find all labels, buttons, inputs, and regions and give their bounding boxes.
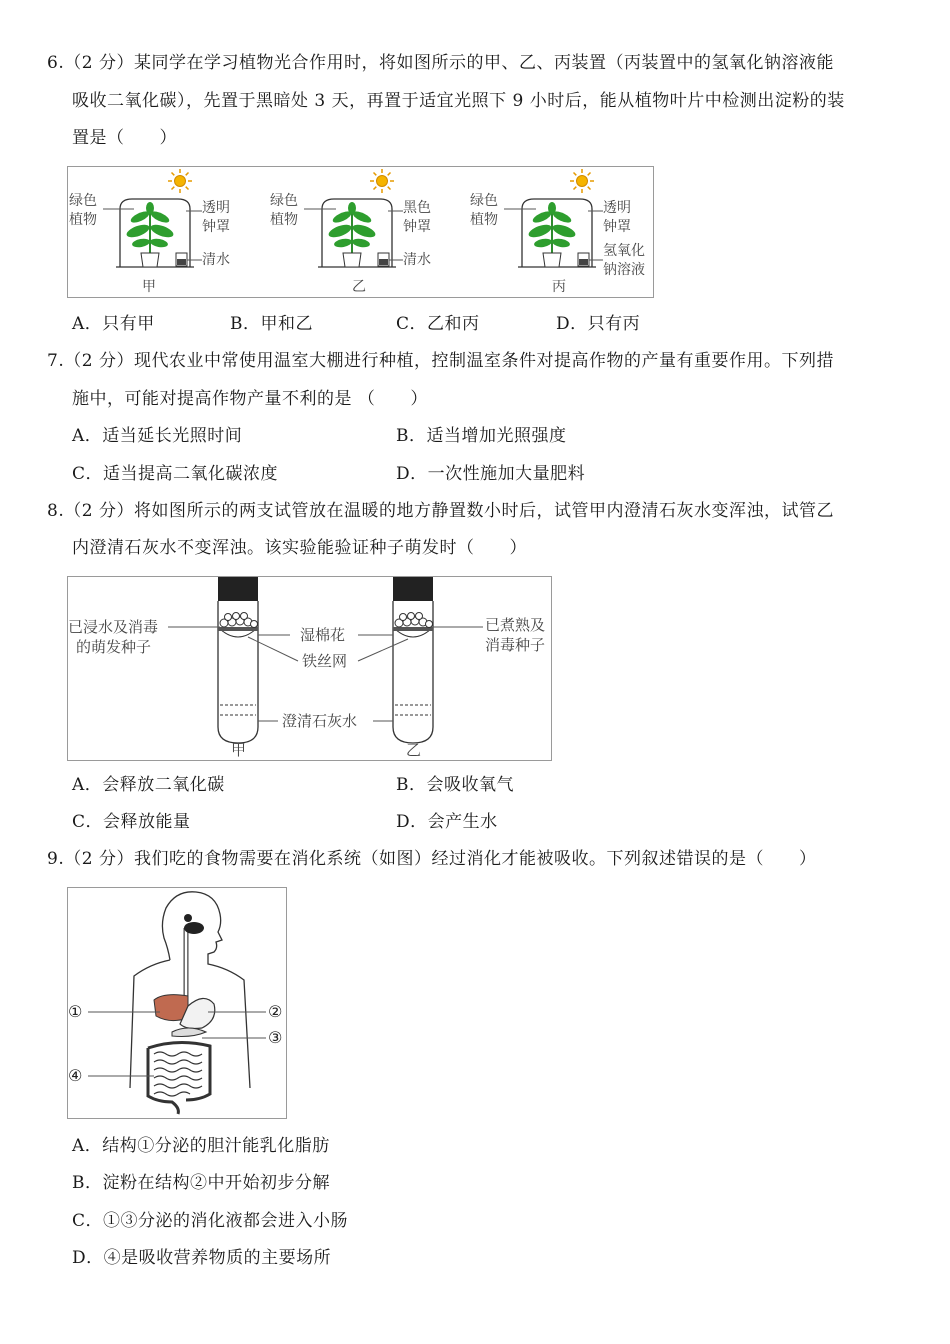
liquid-label-yi: 清水 [403,252,431,268]
q6-option-a[interactable]: A．只有甲 [72,314,155,334]
q8-stem-line-1: 8.（2 分）将如图所示的两支试管放在温暖的地方静置数小时后，试管甲内澄清石灰水变浑浊，试管乙 [47,501,834,521]
q9-stem-line-1: 9.（2 分）我们吃的食物需要在消化系统（如图）经过消化才能被吸收。下列叙述错误的是（ ） [47,849,817,869]
plant-label-yi-bottom: 植物 [270,212,298,228]
q7-option-c[interactable]: C．适当提高二氧化碳浓度 [72,464,279,484]
q6-stem-line-1: 6.（2 分）某同学在学习植物光合作用时，将如图所示的甲、乙、丙装置（丙装置中的氢氧化钠溶液能 [47,53,834,73]
q7-option-a[interactable]: A．适当延长光照时间 [72,426,243,446]
liquid-label-bing-top: 氢氧化 [603,243,645,259]
label-wet-cotton: 湿棉花 [300,626,346,644]
q8-option-a[interactable]: A．会释放二氧化碳 [72,775,225,795]
cover-label-bing-bottom: 钟罩 [603,219,631,235]
label-germinating-seeds-bottom: 的萌发种子 [76,638,152,656]
q9-option-b[interactable]: B．淀粉在结构②中开始初步分解 [72,1173,330,1193]
q9-option-d[interactable]: D．④是吸收营养物质的主要场所 [72,1248,332,1268]
label-boiled-seeds-top: 已煮熟及 [485,616,546,634]
q9-option-a[interactable]: A．结构①分泌的胆汁能乳化脂肪 [72,1136,330,1156]
q7-option-b[interactable]: B．适当增加光照强度 [396,426,567,446]
label-limewater: 澄清石灰水 [282,712,358,730]
q9-figure-digestive-system [67,887,287,1119]
plant-label-jia-bottom: 植物 [69,212,97,228]
q7-stem-line-1: 7.（2 分）现代农业中常使用温室大棚进行种植，控制温室条件对提高作物的产量有重要作用。下列措 [47,351,834,371]
label-germinating-seeds-top: 已浸水及消毒 [68,618,159,636]
q6-figure-photosynthesis-setups [67,166,654,298]
plant-label-yi-top: 绿色 [270,193,298,209]
marker-3: ③ [268,1028,283,1047]
plant-label-jia-top: 绿色 [69,193,97,209]
liquid-label-bing-bottom: 钠溶液 [603,262,645,278]
q8-option-b[interactable]: B．会吸收氧气 [396,775,514,795]
plant-label-bing-bottom: 植物 [470,212,498,228]
q7-stem-line-2: 施中，可能对提高作物产量不利的是 （ ） [72,389,428,409]
cover-label-jia-top: 透明 [202,200,230,216]
q6-stem-line-2: 吸收二氧化碳），先置于黑暗处 3 天，再置于适宜光照下 9 小时后，能从植物叶片中检测出淀粉的装 [72,91,845,111]
setup-name-jia: 甲 [142,279,156,295]
q6-stem-line-3: 置是（ ） [72,128,177,148]
liquid-label-jia: 清水 [202,252,230,268]
cover-label-jia-bottom: 钟罩 [202,219,230,235]
q6-option-c[interactable]: C．乙和丙 [396,314,480,334]
marker-1: ① [68,1002,83,1021]
tube-name-yi: 乙 [406,741,422,759]
plant-label-bing-top: 绿色 [470,193,498,209]
label-boiled-seeds-bottom: 消毒种子 [485,636,546,654]
q8-stem-line-2: 内澄清石灰水不变浑浊。该实验能验证种子萌发时（ ） [72,538,527,558]
q7-option-d[interactable]: D．一次性施加大量肥料 [396,464,586,484]
cover-label-bing-top: 透明 [603,200,631,216]
setup-name-yi: 乙 [352,279,366,295]
setup-name-bing: 丙 [552,279,566,295]
tube-name-jia: 甲 [231,741,247,759]
q6-option-b[interactable]: B．甲和乙 [230,314,313,334]
marker-4: ④ [68,1066,83,1085]
q6-option-d[interactable]: D．只有丙 [556,314,641,334]
marker-2: ② [268,1002,283,1021]
q8-option-d[interactable]: D．会产生水 [396,812,498,832]
q8-option-c[interactable]: C．会释放能量 [72,812,191,832]
cover-label-yi-top: 黑色 [403,200,431,216]
q8-figure-test-tubes [67,576,552,761]
label-wire-mesh: 铁丝网 [302,652,348,670]
q9-option-c[interactable]: C．①③分泌的消化液都会进入小肠 [72,1211,349,1231]
cover-label-yi-bottom: 钟罩 [403,219,431,235]
